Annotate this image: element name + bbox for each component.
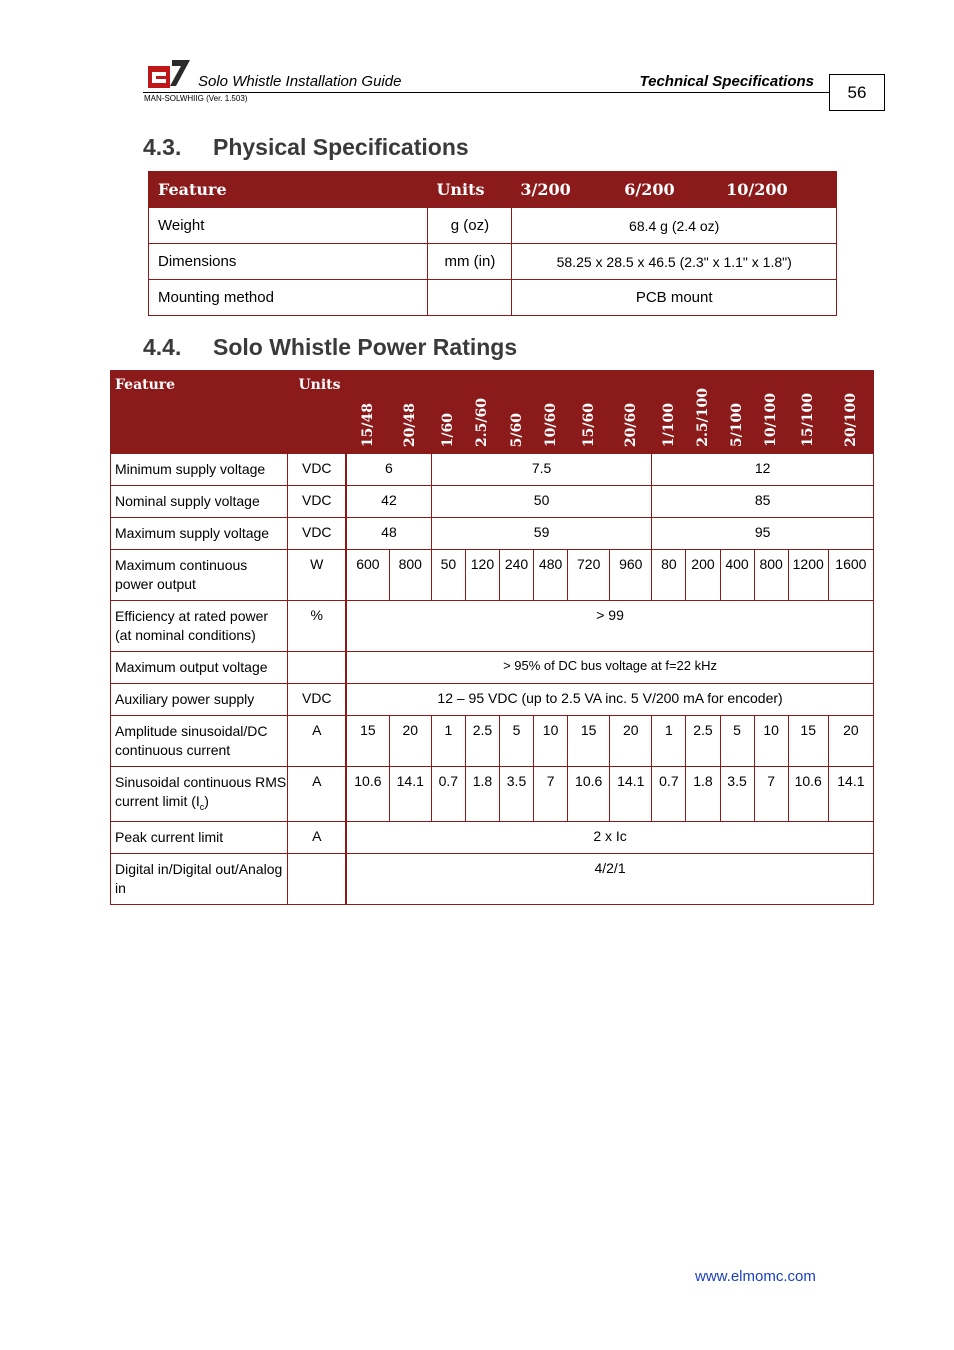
value-cell: 960 [610, 550, 652, 601]
table-row [111, 684, 874, 716]
row-value: 58.25 x 28.5 x 46.5 (2.3" x 1.1" x 1.8") [512, 244, 837, 280]
value-cell: 10.6 [568, 767, 610, 822]
table-row [111, 550, 874, 601]
row-label: Nominal supply voltage [111, 486, 288, 518]
value-cell: 14.1 [389, 767, 431, 822]
section-heading-physical: 4.3. Physical Specifications [143, 134, 469, 160]
row-unit: g (oz) [428, 208, 512, 244]
value-cell: 120 [465, 550, 499, 601]
col-model: 15/48 [346, 371, 389, 454]
row-label: Digital in/Digital out/Analog in [111, 853, 288, 904]
value-cell: 95 [652, 518, 874, 550]
value-cell: 85 [652, 486, 874, 518]
value-cell: 10 [754, 716, 788, 767]
col-units: Units [428, 172, 512, 208]
row-unit: VDC [288, 684, 346, 716]
header-rule [143, 92, 829, 93]
value-cell: > 95% of DC bus voltage at f=22 kHz [346, 652, 873, 684]
row-label: Maximum continuous power output [111, 550, 288, 601]
document-title: Solo Whistle Installation Guide [198, 73, 402, 90]
value-cell: 80 [652, 550, 686, 601]
value-cell: 240 [499, 550, 533, 601]
col-model: 2.5/60 [465, 371, 499, 454]
row-unit: A [288, 716, 346, 767]
col-model-6-200: 6/200 [615, 172, 717, 208]
row-label: Maximum supply voltage [111, 518, 288, 550]
col-model: 5/60 [499, 371, 533, 454]
document-version: MAN-SOLWHIIG (Ver. 1.503) [144, 94, 248, 103]
value-cell: 2 x Ic [346, 821, 873, 853]
row-unit: VDC [288, 486, 346, 518]
value-cell: 720 [568, 550, 610, 601]
value-cell: 5 [499, 716, 533, 767]
value-cell: 59 [431, 518, 652, 550]
value-cell: 14.1 [610, 767, 652, 822]
col-model: 5/100 [720, 371, 754, 454]
table-header-row [149, 172, 837, 208]
table-header-row [111, 371, 874, 454]
col-model-3-200: 3/200 [512, 172, 615, 208]
value-cell: 5 [720, 716, 754, 767]
elmo-logo [148, 58, 190, 88]
table-row [111, 601, 874, 652]
col-model: 15/60 [568, 371, 610, 454]
value-cell: 600 [346, 550, 389, 601]
value-cell: 50 [431, 486, 652, 518]
value-cell: 0.7 [652, 767, 686, 822]
value-cell: 14.1 [828, 767, 873, 822]
table-row [111, 767, 874, 822]
value-cell: 4/2/1 [346, 853, 873, 904]
col-model: 15/100 [788, 371, 828, 454]
power-ratings-table [110, 370, 874, 905]
row-unit: A [288, 821, 346, 853]
value-cell: 15 [568, 716, 610, 767]
value-cell: 800 [389, 550, 431, 601]
row-label: Maximum output voltage [111, 652, 288, 684]
value-cell: 12 – 95 VDC (up to 2.5 VA inc. 5 V/200 mA for encoder) [346, 684, 873, 716]
value-cell: 400 [720, 550, 754, 601]
value-cell: 50 [431, 550, 465, 601]
row-label: Dimensions [149, 244, 428, 280]
value-cell: 10.6 [346, 767, 389, 822]
table-row [111, 821, 874, 853]
row-label: Sinusoidal continuous RMS current limit $(I_c)$ [111, 767, 288, 822]
value-cell: 15 [788, 716, 828, 767]
value-cell: 10 [534, 716, 568, 767]
row-value: PCB mount [512, 280, 837, 316]
page-number: 56 [829, 74, 885, 111]
row-unit [288, 652, 346, 684]
value-cell: 1 [652, 716, 686, 767]
table-row [149, 244, 837, 280]
value-cell: 7 [534, 767, 568, 822]
table-row [111, 486, 874, 518]
row-value: 68.4 g (2.4 oz) [512, 208, 837, 244]
col-model: 20/100 [828, 371, 873, 454]
table-row [149, 208, 837, 244]
value-cell: 10.6 [788, 767, 828, 822]
value-cell: 200 [686, 550, 720, 601]
value-cell: 1200 [788, 550, 828, 601]
row-unit [428, 280, 512, 316]
row-unit: VDC [288, 518, 346, 550]
col-model: 20/48 [389, 371, 431, 454]
row-label: Weight [149, 208, 428, 244]
row-label: Peak current limit [111, 821, 288, 853]
chapter-title: Technical Specifications [639, 73, 814, 90]
row-unit: VDC [288, 454, 346, 486]
value-cell: > 99 [346, 601, 873, 652]
row-unit: % [288, 601, 346, 652]
col-model: 2.5/100 [686, 371, 720, 454]
value-cell: 12 [652, 454, 874, 486]
row-label: Auxiliary power supply [111, 684, 288, 716]
row-unit [288, 853, 346, 904]
row-unit: mm (in) [428, 244, 512, 280]
table-row [111, 454, 874, 486]
physical-specs-table [148, 171, 837, 316]
col-feature: Feature [111, 371, 288, 454]
row-label: Mounting method [149, 280, 428, 316]
table-row [111, 853, 874, 904]
value-cell: 3.5 [499, 767, 533, 822]
value-cell: 2.5 [465, 716, 499, 767]
row-label: Minimum supply voltage [111, 454, 288, 486]
col-model: 20/60 [610, 371, 652, 454]
col-units: Units [288, 371, 346, 454]
value-cell: 20 [389, 716, 431, 767]
value-cell: 1.8 [465, 767, 499, 822]
value-cell: 15 [346, 716, 389, 767]
table-row [111, 716, 874, 767]
value-cell: 2.5 [686, 716, 720, 767]
row-unit: A [288, 767, 346, 822]
value-cell: 48 [346, 518, 431, 550]
col-model: 10/60 [534, 371, 568, 454]
value-cell: 1.8 [686, 767, 720, 822]
value-cell: 20 [828, 716, 873, 767]
col-feature: Feature [149, 172, 428, 208]
table-row [111, 518, 874, 550]
section-heading-power: 4.4. Solo Whistle Power Ratings [143, 334, 518, 360]
value-cell: 0.7 [431, 767, 465, 822]
col-model-10-200: 10/200 [717, 172, 837, 208]
col-model: 10/100 [754, 371, 788, 454]
value-cell: 7 [754, 767, 788, 822]
table-row [111, 652, 874, 684]
row-unit: W [288, 550, 346, 601]
value-cell: 480 [534, 550, 568, 601]
col-model: 1/100 [652, 371, 686, 454]
value-cell: 20 [610, 716, 652, 767]
value-cell: 7.5 [431, 454, 652, 486]
col-model: 1/60 [431, 371, 465, 454]
value-cell: 42 [346, 486, 431, 518]
table-row [149, 280, 837, 316]
footer-website-link[interactable]: www.elmomc.com [695, 1268, 816, 1285]
value-cell: 6 [346, 454, 431, 486]
row-label: Efficiency at rated power (at nominal conditions) [111, 601, 288, 652]
value-cell: 1600 [828, 550, 873, 601]
row-label: Amplitude sinusoidal/DC continuous current [111, 716, 288, 767]
value-cell: 3.5 [720, 767, 754, 822]
value-cell: 800 [754, 550, 788, 601]
value-cell: 1 [431, 716, 465, 767]
